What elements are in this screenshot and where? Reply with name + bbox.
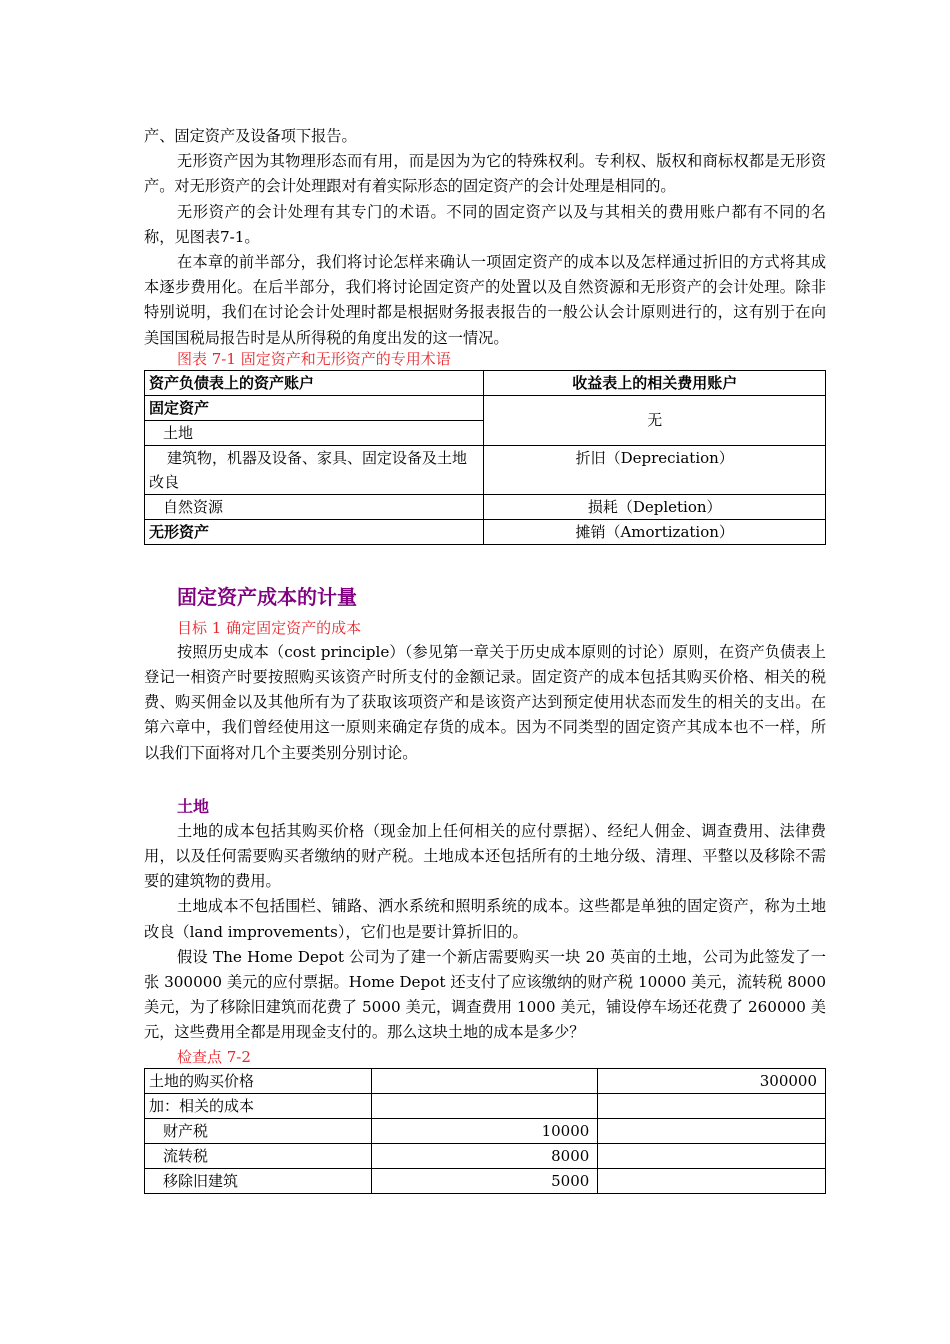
row-label: 土地的购买价格 [145, 1068, 372, 1093]
table-row [145, 1143, 826, 1168]
table-cell: 固定资产 [145, 395, 484, 420]
table-header-expense: 收益表上的相关费用账户 [484, 370, 826, 395]
table-row [145, 1093, 826, 1118]
table-cell: 自然资源 [145, 494, 484, 519]
row-label: 流转税 [145, 1143, 372, 1168]
paragraph: 土地的成本包括其购买价格（现金加上任何相关的应付票据）、经纪人佣金、调查费用、法律费用，以及任何需要购买者缴纳的财产税。土地成本还包括所有的土地分级、清理、平整以及移除不需要的建筑物的费用。 [144, 821, 826, 891]
row-subtotal [371, 1093, 598, 1118]
table-row [145, 1118, 826, 1143]
subsection-title: 土地 [177, 796, 210, 816]
paragraph: 按照历史成本（cost principle）（参见第一章关于历史成本原则的讨论）原则，在资产负债表上登记一相资产时要按照购买该资产时所支付的金额记录。固定资产的成本包括其购买价格、相关的税费、购买佣金以及其他所有为了获取该项资产和是该资产达到预定使用状态而发生的相关的支出。在第六章中，我们曾经使用这一原则来确定存货的成本。因为不同类型的固定资产其成本也不一样，所以我们下面将对几个主要类别分别讨论。 [144, 642, 826, 762]
row-subtotal: 10000 [371, 1118, 598, 1143]
table-cell: 折旧（Depreciation） [484, 445, 826, 494]
row-total [598, 1143, 826, 1168]
checkpoint-label: 检查点 7-2 [177, 1047, 251, 1066]
table-cell: 建筑物，机器及设备、家具、固定设备及土地改良 [145, 445, 484, 494]
table-cell: 摊销（Amortization） [484, 519, 826, 544]
row-total [598, 1093, 826, 1118]
objective-heading: 目标 1 确定固定资产的成本 [177, 618, 362, 637]
row-total: 300000 [598, 1068, 826, 1093]
paragraph: 产、固定资产及设备项下报告。 [144, 127, 357, 145]
table-cell: 无形资产 [145, 519, 484, 544]
paragraph: 在本章的前半部分，我们将讨论怎样来确认一项固定资产的成本以及怎样通过折旧的方式将其成本逐步费用化。在后半部分，我们将讨论固定资产的处置以及自然资源和无形资产的会计处理。除非特别说明，我们在讨论会计处理时都是根据财务报表报告的一般公认会计原则进行的，这有别于在向美国国税局报告时是从所得税的角度出发的这一情况。 [144, 253, 826, 347]
table-row [145, 1068, 826, 1093]
section-title: 固定资产成本的计量 [177, 584, 357, 609]
paragraph: 无形资产的会计处理有其专门的术语。不同的固定资产以及与其相关的费用账户都有不同的名称，见图表7-1。 [144, 202, 826, 246]
table-header-asset: 资产负债表上的资产账户 [145, 370, 484, 395]
table-cell: 无 [484, 395, 826, 445]
row-subtotal: 8000 [371, 1143, 598, 1168]
row-label: 移除旧建筑 [145, 1168, 372, 1193]
table-row [145, 1168, 826, 1193]
document-page [144, 124, 826, 1194]
table-cell: 土地 [145, 420, 484, 445]
table-cell: 损耗（Depletion） [484, 494, 826, 519]
row-total [598, 1168, 826, 1193]
row-label: 财产税 [145, 1118, 372, 1143]
paragraph: 假设 The Home Depot 公司为了建一个新店需要购买一块 20 英亩的土地，公司为此签发了一张 300000 美元的应付票据。Home Depot 还支付了应该缴纳的财产税 10000 美元，流转税 8000 美元，为了移除旧建筑而花费了 5000 美元，调查费用 1000 美元，铺设停车场还花费了 260000 美元，这些费用全都是用现金支付的。那么这块土地的成本是多少？ [144, 947, 826, 1042]
table-caption: 图表 7-1 固定资产和无形资产的专用术语 [177, 349, 451, 368]
paragraph: 无形资产因为其物理形态而有用，而是因为为它的特殊权利。专利权、版权和商标权都是无形资产。对无形资产的会计处理跟对有着实际形态的固定资产的会计处理是相同的。 [144, 152, 826, 196]
row-subtotal: 5000 [371, 1168, 598, 1193]
terminology-table [144, 370, 826, 545]
land-cost-table [144, 1068, 826, 1194]
row-subtotal [371, 1068, 598, 1093]
paragraph: 土地成本不包括围栏、铺路、洒水系统和照明系统的成本。这些都是单独的固定资产，称为土地改良（land improvements），它们也是要计算折旧的。 [144, 897, 826, 941]
row-total [598, 1118, 826, 1143]
row-label: 加：相关的成本 [145, 1093, 372, 1118]
